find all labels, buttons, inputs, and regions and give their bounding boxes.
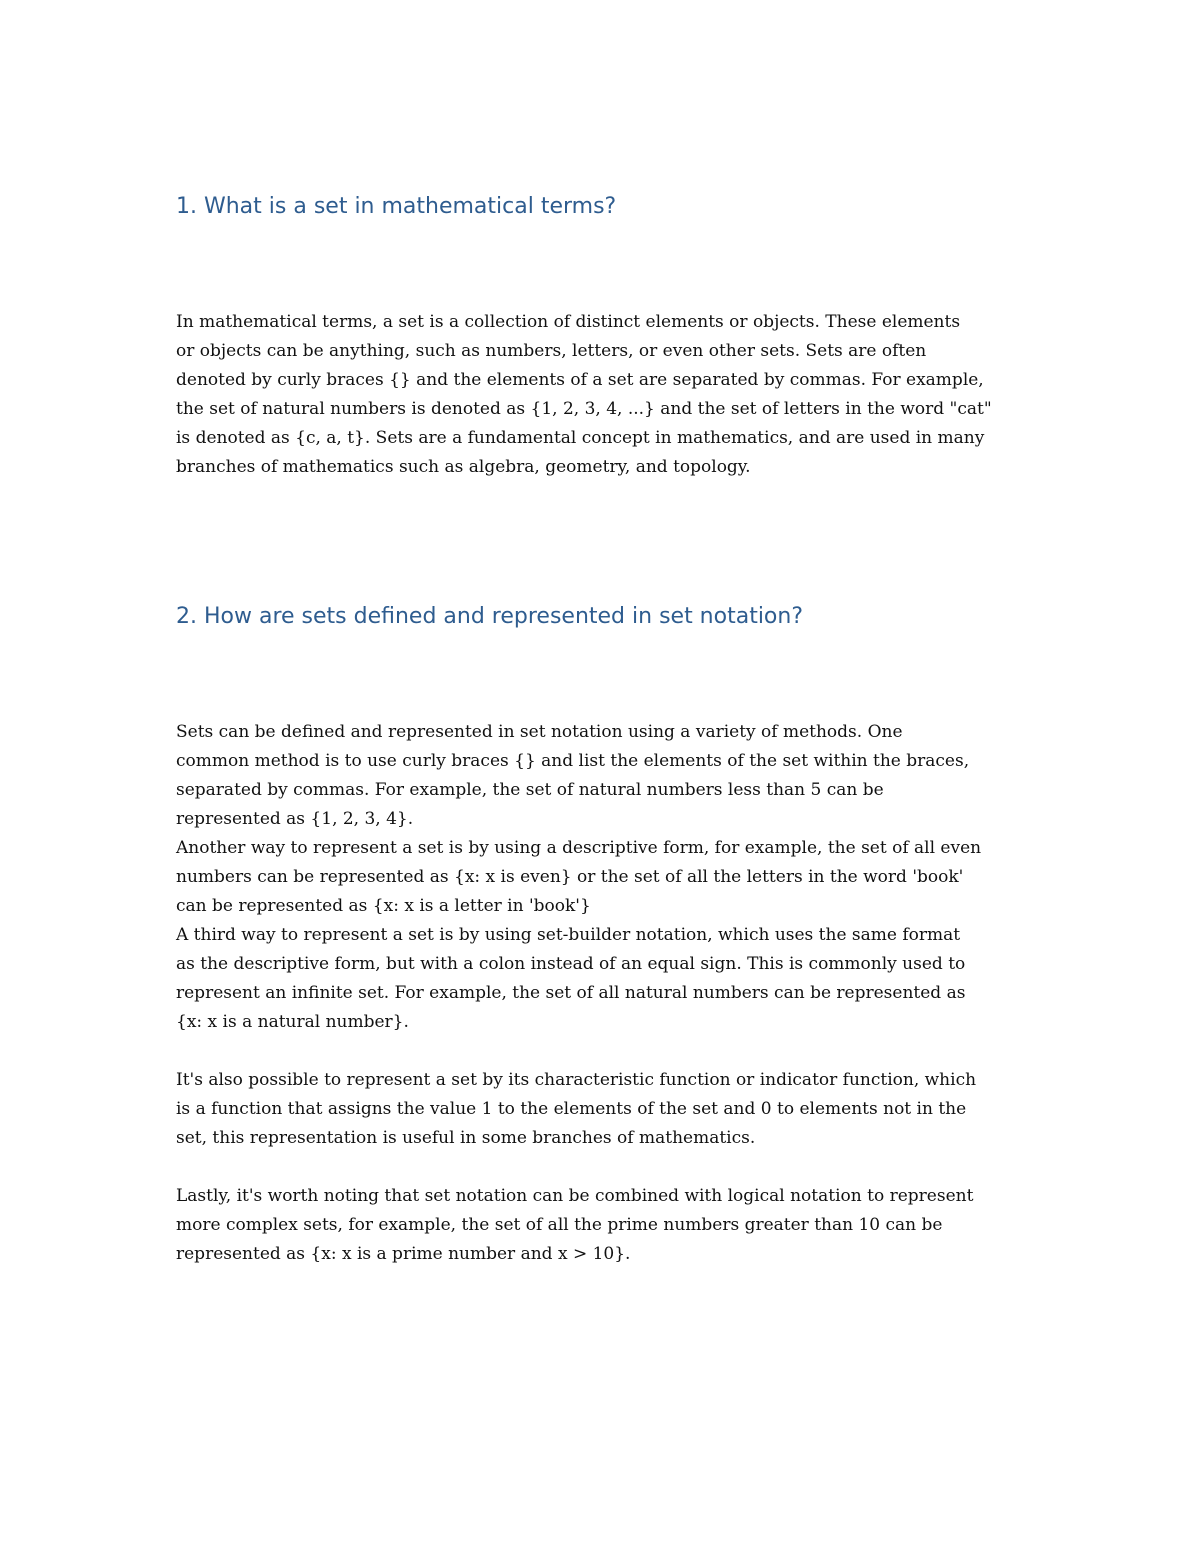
section-2-paragraph-2 xyxy=(176,1066,1036,1153)
text-line: or objects can be anything, such as numbers, letters, or even other sets. Sets are often xyxy=(176,341,927,361)
text-line: {x: x is a natural number}. xyxy=(176,1012,409,1032)
text-line: set, this representation is useful in some branches of mathematics. xyxy=(176,1128,756,1148)
text-line: is denoted as {c, a, t}. Sets are a fundamental concept in mathematics, and are used in many xyxy=(176,428,985,448)
text-line: represented as {x: x is a prime number and x > 10}. xyxy=(176,1244,631,1264)
text-line: In mathematical terms, a set is a collection of distinct elements or objects. These elements xyxy=(176,312,961,332)
text-line: is a function that assigns the value 1 to the elements of the set and 0 to elements not in the xyxy=(176,1099,967,1119)
text-line: branches of mathematics such as algebra, geometry, and topology. xyxy=(176,457,751,477)
text-line: can be represented as {x: x is a letter in 'book'} xyxy=(176,896,591,916)
text-line: as the descriptive form, but with a colon instead of an equal sign. This is commonly used to xyxy=(176,954,966,974)
text-line: Sets can be defined and represented in set notation using a variety of methods. One xyxy=(176,722,903,742)
text-line: A third way to represent a set is by using set-builder notation, which uses the same format xyxy=(176,925,961,945)
text-line: represent an infinite set. For example, the set of all natural numbers can be represented as xyxy=(176,983,966,1003)
document-content xyxy=(176,190,1036,1269)
section-1-heading: 1. What is a set in mathematical terms? xyxy=(176,194,617,219)
text-line: It's also possible to represent a set by its characteristic function or indicator function, which xyxy=(176,1070,977,1090)
text-line: Lastly, it's worth noting that set notation can be combined with logical notation to represent xyxy=(176,1186,974,1206)
section-2-paragraph-3 xyxy=(176,1182,1036,1269)
text-line: Another way to represent a set is by using a descriptive form, for example, the set of all even xyxy=(176,838,982,858)
text-line: represented as {1, 2, 3, 4}. xyxy=(176,809,414,829)
text-line: numbers can be represented as {x: x is even} or the set of all the letters in the word 'book' xyxy=(176,867,964,887)
text-line: the set of natural numbers is denoted as {1, 2, 3, 4, ...} and the set of letters in the word "cat" xyxy=(176,399,992,419)
section-1-paragraph xyxy=(176,308,1036,482)
text-line: more complex sets, for example, the set of all the prime numbers greater than 10 can be xyxy=(176,1215,943,1235)
text-line: denoted by curly braces {} and the elements of a set are separated by commas. For example, xyxy=(176,370,984,390)
text-line: separated by commas. For example, the set of natural numbers less than 5 can be xyxy=(176,780,884,800)
section-2-heading: 2. How are sets defined and represented in set notation? xyxy=(176,604,804,629)
text-line: common method is to use curly braces {} and list the elements of the set within the braces, xyxy=(176,751,970,771)
section-2-paragraph-1 xyxy=(176,718,1036,1037)
